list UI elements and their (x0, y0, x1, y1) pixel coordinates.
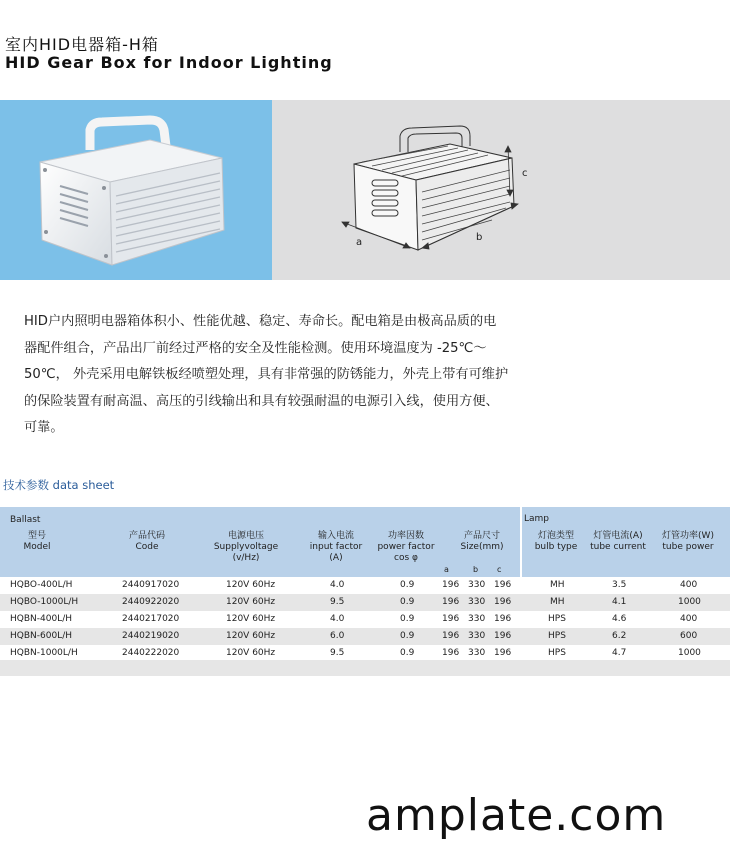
cell-current: 4.0 (330, 580, 345, 590)
header-size-cn: 产品尺寸 (463, 531, 500, 541)
cell-bulb: HPS (548, 614, 566, 624)
header-power-factor-unit: cos φ (394, 553, 418, 563)
cell-code: 2440217020 (122, 614, 180, 624)
cell-model: HQBO-1000L/H (10, 597, 79, 607)
header-model-en: Model (23, 542, 51, 552)
header-size-en: Size(mm) (460, 542, 504, 552)
cell-size-c: 196 (494, 614, 512, 624)
cell-voltage: 120V 60Hz (226, 648, 276, 658)
cell-current: 6.0 (330, 631, 345, 641)
table-row (0, 577, 730, 594)
cell-voltage: 120V 60Hz (226, 614, 276, 624)
datasheet-label: 技术参数 data sheet (3, 478, 115, 492)
product-photo (0, 100, 272, 280)
header-tube-current (588, 531, 648, 553)
cell-size-c: 196 (494, 580, 512, 590)
header-power-factor (374, 531, 438, 564)
cell-pf: 0.9 (400, 631, 415, 641)
dim-label-a: a (356, 237, 363, 248)
cell-model: HQBN-600L/H (10, 631, 72, 641)
cell-code: 2440219020 (122, 631, 180, 641)
cell-current: 9.5 (330, 648, 345, 658)
cell-pf: 0.9 (400, 614, 415, 624)
description-line: HID户内照明电器箱体积小、性能优越、稳定、寿命长。配电箱是由极高品质的电 (24, 314, 497, 329)
cell-pf: 0.9 (400, 580, 415, 590)
header-input-current-unit: (A) (329, 553, 343, 563)
header-bulb-type-cn: 灯泡类型 (537, 531, 574, 541)
cell-size-c: 196 (494, 597, 512, 607)
watermark: amplate.com (366, 790, 667, 841)
header-voltage-unit: (v/Hz) (232, 553, 260, 563)
cell-tube-power: 1000 (678, 648, 701, 658)
cell-bulb: MH (550, 597, 565, 607)
product-description (24, 309, 544, 442)
cell-model: HQBO-400L/H (10, 580, 73, 590)
cell-tube-power: 400 (680, 580, 698, 590)
cell-tube-current: 4.1 (612, 597, 627, 607)
page-title-en: HID Gear Box for Indoor Lighting (5, 53, 333, 72)
cell-code: 2440222020 (122, 648, 180, 658)
cell-pf: 0.9 (400, 648, 415, 658)
cell-tube-power: 400 (680, 614, 698, 624)
header-voltage-en: Supplyvoltage (213, 542, 279, 552)
cell-size-b: 330 (468, 597, 486, 607)
cell-tube-current: 6.2 (612, 631, 627, 641)
table-row (0, 611, 730, 628)
header-voltage (209, 531, 283, 564)
cell-size-b: 330 (468, 648, 486, 658)
cell-model: HQBN-400L/H (10, 614, 72, 624)
group-ballast-label: Ballast (10, 515, 41, 525)
cell-voltage: 120V 60Hz (226, 597, 276, 607)
group-lamp-label: Lamp (524, 514, 550, 524)
header-size-b: b (473, 565, 479, 574)
cell-size-a: 196 (442, 597, 460, 607)
cell-size-c: 196 (494, 631, 512, 641)
header-bulb-type-en: bulb type (534, 542, 578, 552)
cell-size-b: 330 (468, 614, 486, 624)
description-line: 50℃， 外壳采用电解铁板经喷塑处理，具有非常强的防锈能力，外壳上带有可维护 (24, 367, 509, 382)
cell-size-a: 196 (442, 580, 460, 590)
header-model-cn: 型号 (27, 531, 46, 541)
cell-size-a: 196 (442, 614, 460, 624)
cell-code: 2440917020 (122, 580, 180, 590)
dim-label-b: b (476, 232, 483, 243)
description-line: 器配件组合，产品出厂前经过严格的安全及性能检测。使用环境温度为 -25℃～ (24, 340, 487, 356)
cell-tube-power: 600 (680, 631, 698, 641)
header-tube-power-cn: 灯管功率(W) (662, 531, 714, 541)
cell-bulb: MH (550, 580, 565, 590)
cell-current: 9.5 (330, 597, 345, 607)
cell-model: HQBN-1000L/H (10, 648, 78, 658)
dim-label-c: c (522, 168, 528, 179)
header-size-a: a (444, 565, 449, 574)
header-input-current-en: input factor (309, 542, 363, 552)
header-size-c: c (497, 565, 502, 574)
dimension-drawing (272, 100, 730, 280)
cell-tube-current: 4.7 (612, 648, 627, 658)
cell-bulb: HPS (548, 648, 566, 658)
header-model (12, 531, 62, 553)
cell-tube-current: 4.6 (612, 614, 627, 624)
cell-size-a: 196 (442, 648, 460, 658)
table-row (0, 628, 730, 645)
table-row (0, 594, 730, 611)
header-code-cn: 产品代码 (128, 531, 165, 541)
gear-box-photo-illustration (0, 100, 272, 280)
cell-tube-current: 3.5 (612, 580, 627, 590)
cell-bulb: HPS (548, 631, 566, 641)
cell-size-b: 330 (468, 580, 486, 590)
cell-tube-power: 1000 (678, 597, 701, 607)
cell-pf: 0.9 (400, 597, 415, 607)
header-voltage-cn: 电源电压 (227, 531, 264, 541)
header-divider (520, 507, 522, 577)
header-tube-power-en: tube power (662, 542, 714, 552)
cell-size-c: 196 (494, 648, 512, 658)
header-input-current-cn: 输入电流 (317, 531, 354, 541)
page-title-cn: 室内HID电器箱-H箱 (5, 35, 159, 54)
cell-size-b: 330 (468, 631, 486, 641)
gear-box-line-drawing (272, 100, 730, 280)
header-bulb-type (530, 531, 582, 553)
description-line: 可靠。 (24, 420, 64, 435)
description-line: 的保险装置有耐高温、高压的引线输出和具有较强耐温的电源引入线，使用方便、 (24, 393, 499, 409)
cell-voltage: 120V 60Hz (226, 631, 276, 641)
cell-size-a: 196 (442, 631, 460, 641)
header-code-en: Code (135, 542, 159, 552)
header-power-factor-en: power factor (377, 542, 435, 552)
header-input-current (306, 531, 366, 564)
cell-voltage: 120V 60Hz (226, 580, 276, 590)
cell-current: 4.0 (330, 614, 345, 624)
table-footer-band (0, 660, 730, 676)
header-tube-power (656, 531, 720, 553)
header-size (452, 531, 512, 553)
header-tube-current-cn: 灯管电流(A) (593, 531, 643, 541)
header-tube-current-en: tube current (590, 542, 646, 552)
header-code (117, 531, 177, 553)
header-power-factor-cn: 功率因数 (387, 531, 424, 541)
cell-code: 2440922020 (122, 597, 180, 607)
